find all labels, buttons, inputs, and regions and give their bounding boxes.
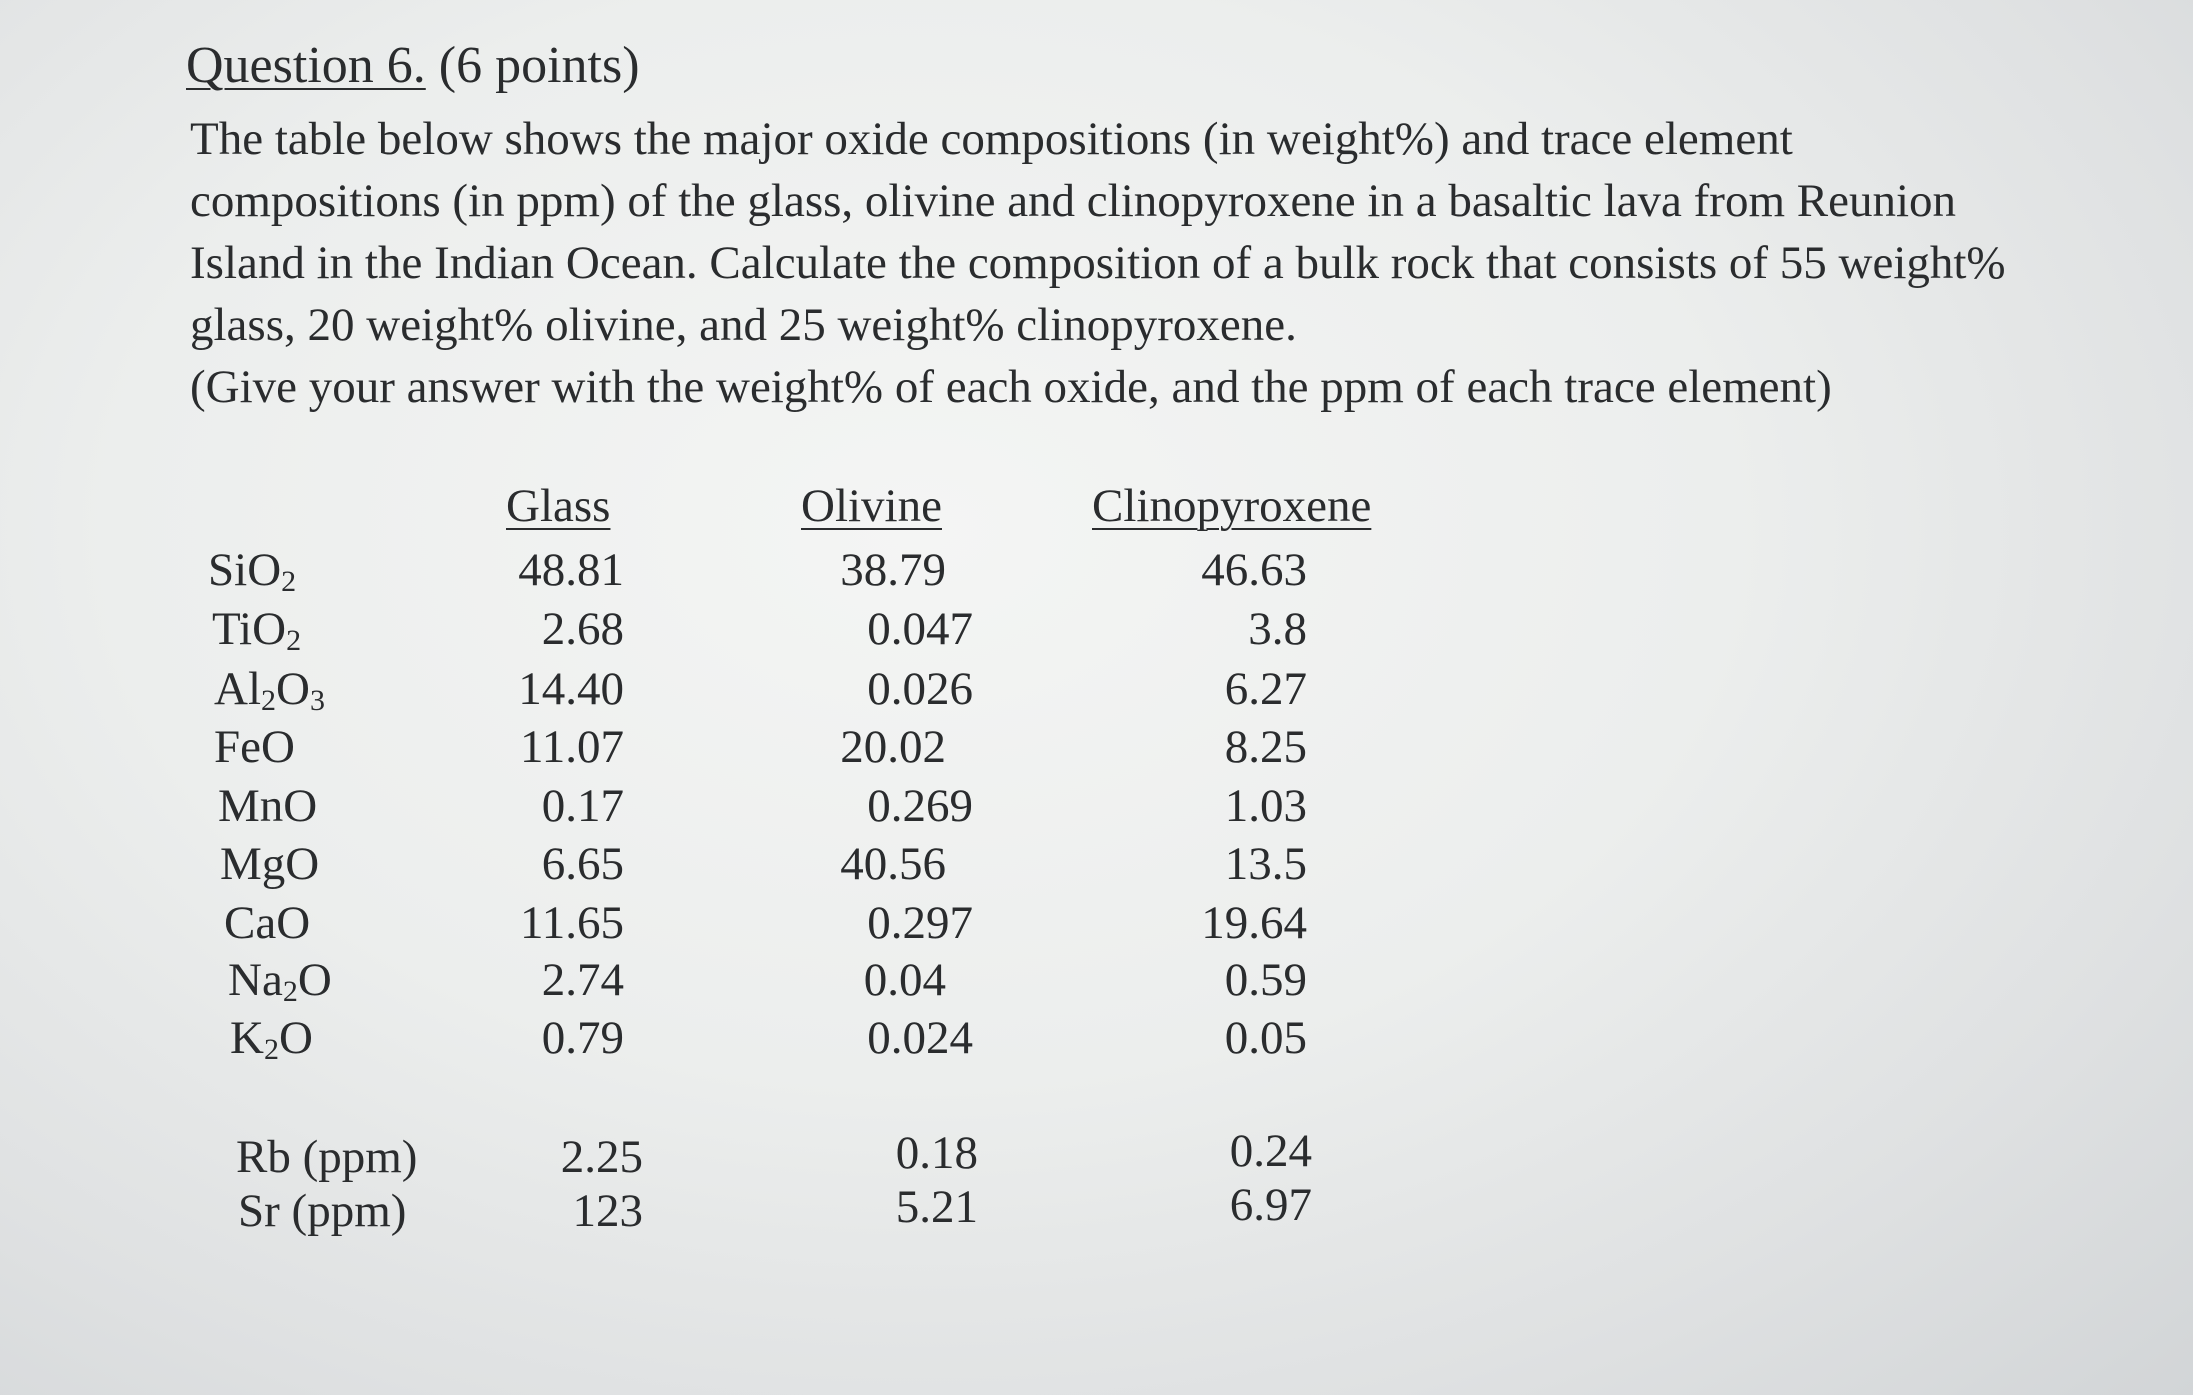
question-line: The table below shows the major oxide compositions (in weight%) and trace element bbox=[190, 113, 1793, 165]
question-heading bbox=[186, 30, 640, 102]
column-header-clinopyroxene: Clinopyroxene bbox=[1092, 480, 1372, 532]
clinopyroxene-value: 19.64 bbox=[1201, 897, 1307, 949]
oxide-label: $K_2O$ bbox=[230, 1012, 313, 1066]
olivine-value: 20.02 bbox=[840, 721, 946, 773]
olivine-value: 5.21 bbox=[895, 1181, 978, 1233]
clinopyroxene-value: 1.03 bbox=[1224, 780, 1307, 832]
glass-value: 2.25 bbox=[560, 1131, 643, 1183]
oxide-label: FeO bbox=[214, 721, 295, 773]
clinopyroxene-value: 6.97 bbox=[1229, 1179, 1312, 1231]
column-header-glass: Glass bbox=[506, 480, 611, 532]
oxide-label: MnO bbox=[218, 780, 318, 832]
olivine-value: 0.269 bbox=[867, 780, 973, 832]
oxide-label: SiO$_2$ bbox=[208, 544, 297, 598]
clinopyroxene-value: 0.59 bbox=[1224, 954, 1307, 1006]
question-instruction: (Give your answer with the weight% of each oxide, and the ppm of each trace element) bbox=[190, 361, 1832, 413]
glass-value: 14.40 bbox=[518, 663, 624, 715]
oxide-label: CaO bbox=[224, 897, 311, 949]
olivine-value: 0.18 bbox=[895, 1127, 978, 1179]
clinopyroxene-value: 46.63 bbox=[1201, 544, 1307, 596]
clinopyroxene-value: 0.05 bbox=[1224, 1012, 1307, 1064]
glass-value: 2.74 bbox=[541, 954, 624, 1006]
olivine-value: 38.79 bbox=[840, 544, 946, 596]
column-header-olivine: Olivine bbox=[801, 480, 942, 532]
oxide-label: TiO$_2$ bbox=[212, 603, 302, 657]
question-title: Question 6. bbox=[186, 37, 426, 94]
question-text bbox=[190, 108, 2150, 418]
clinopyroxene-value: 3.8 bbox=[1248, 603, 1307, 655]
glass-value: 0.17 bbox=[541, 780, 624, 832]
glass-value: 0.79 bbox=[541, 1012, 624, 1064]
clinopyroxene-value: 8.25 bbox=[1224, 721, 1307, 773]
trace-element-label: Sr (ppm) bbox=[238, 1185, 407, 1237]
olivine-value: 40.56 bbox=[840, 838, 946, 890]
oxide-label: MgO bbox=[220, 838, 320, 890]
glass-value: 6.65 bbox=[541, 838, 624, 890]
olivine-value: 0.297 bbox=[867, 897, 973, 949]
olivine-value: 0.04 bbox=[863, 954, 946, 1006]
glass-value: 48.81 bbox=[518, 544, 624, 596]
olivine-value: 0.047 bbox=[867, 603, 973, 655]
glass-value: 123 bbox=[572, 1185, 643, 1237]
question-line: Island in the Indian Ocean. Calculate the composition of a bulk rock that consists of 55 weight% bbox=[190, 237, 2006, 289]
olivine-value: 0.026 bbox=[867, 663, 973, 715]
clinopyroxene-value: 0.24 bbox=[1229, 1125, 1312, 1177]
oxide-label: $Al_2O_3$ bbox=[214, 663, 325, 717]
trace-element-label: Rb (ppm) bbox=[236, 1131, 418, 1183]
glass-value: 11.07 bbox=[519, 721, 624, 773]
glass-value: 2.68 bbox=[541, 603, 624, 655]
question-line: compositions (in ppm) of the glass, olivine and clinopyroxene in a basaltic lava from Reunion bbox=[190, 175, 1957, 227]
clinopyroxene-value: 13.5 bbox=[1224, 838, 1307, 890]
clinopyroxene-value: 6.27 bbox=[1224, 663, 1307, 715]
glass-value: 11.65 bbox=[519, 897, 624, 949]
question-points: (6 points) bbox=[438, 37, 640, 94]
question-line: glass, 20 weight% olivine, and 25 weight% clinopyroxene. bbox=[190, 299, 1297, 351]
olivine-value: 0.024 bbox=[867, 1012, 973, 1064]
oxide-label: $Na_2O$ bbox=[228, 954, 332, 1008]
